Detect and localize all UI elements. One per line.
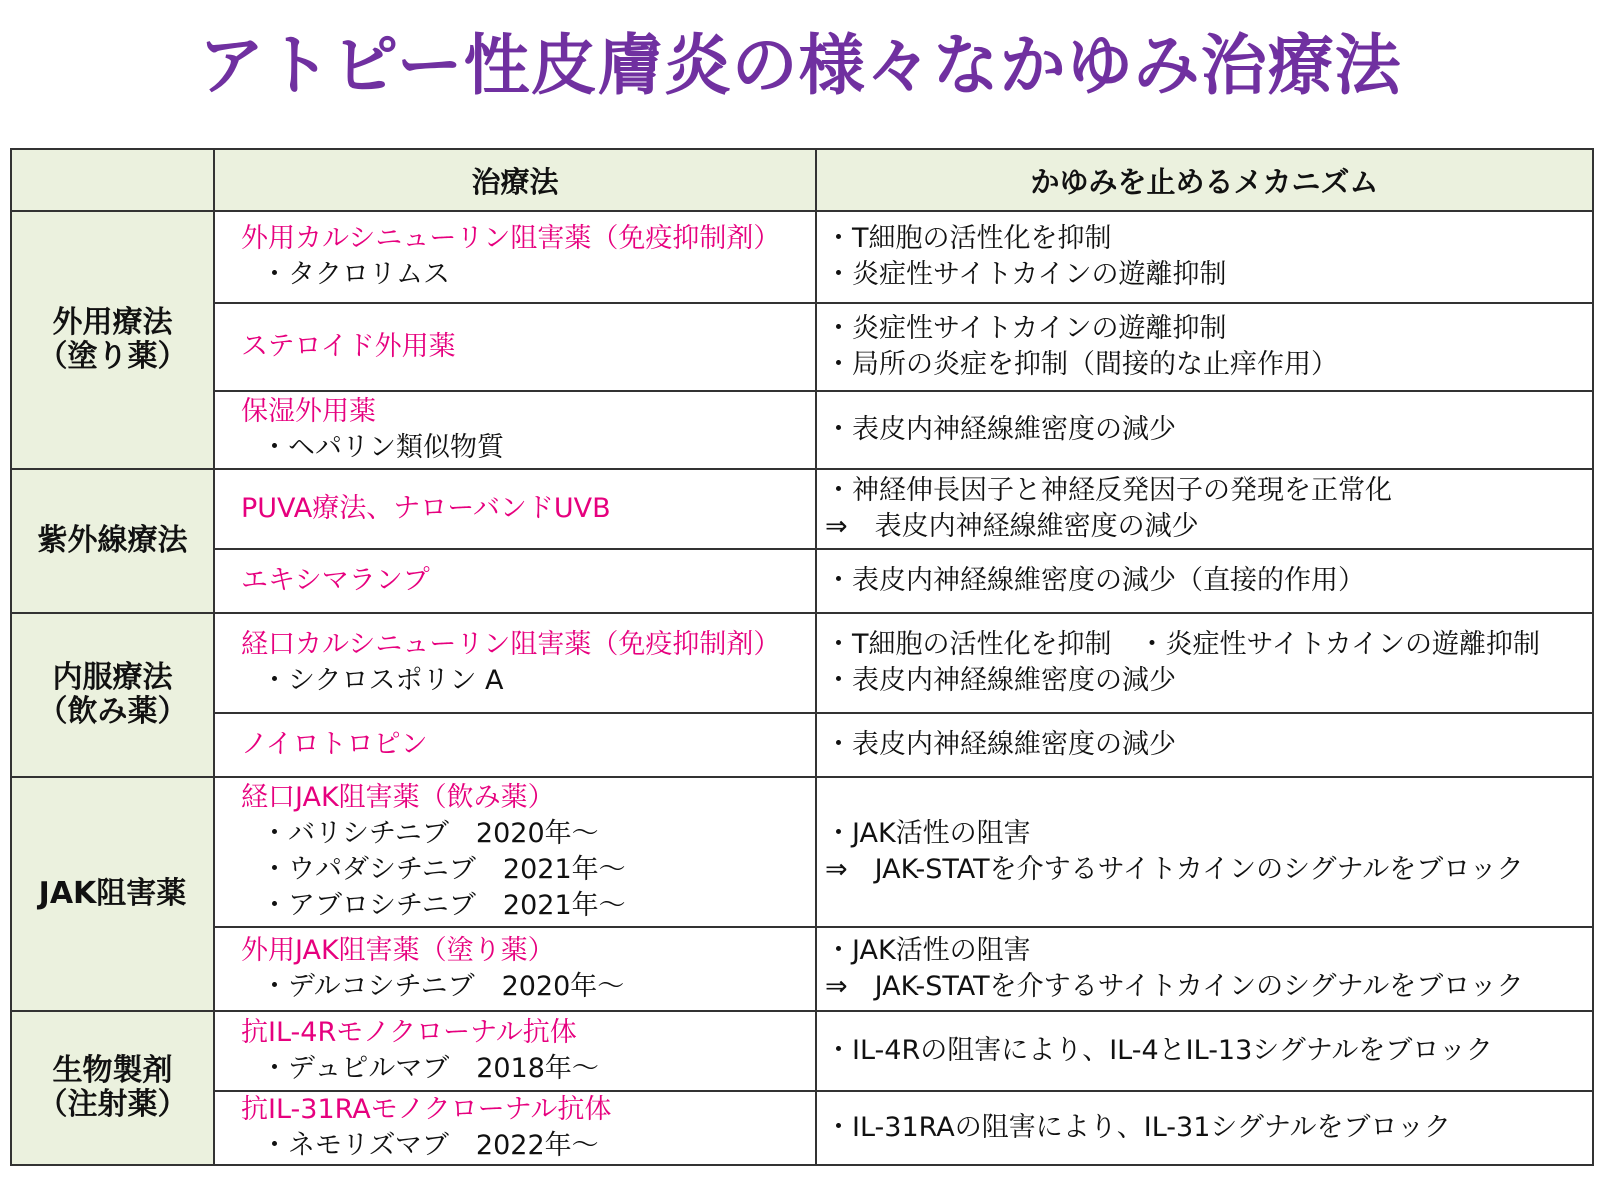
mechanism-line: ・炎症性サイトカインの遊離抑制 [825,313,1227,344]
header-treatment: 治療法 [214,149,816,211]
treatment-cell [214,1091,816,1165]
category-uv: 紫外線療法 [11,469,214,613]
treatment-name: 経口JAK阻害薬（飲み薬） [241,782,555,813]
treatment-name: エキシマランプ [241,565,430,596]
treatment-name: 抗IL-4Rモノクローナル抗体 [241,1017,577,1048]
treatment-cell [214,549,816,613]
treatment-cell [214,777,816,927]
treatment-cell [214,211,816,303]
mechanism-line: ・表皮内神経線維密度の減少 [825,729,1176,760]
treatment-cell [214,391,816,469]
header-row [11,149,1593,211]
category-label: 内服療法 [52,660,173,695]
mechanism-cell [816,1011,1593,1091]
treatment-name: ステロイド外用薬 [241,331,456,362]
mechanism-line: ・IL-31RAの阻害により、IL-31シグナルをブロック [825,1112,1451,1143]
treatment-name: 抗IL-31RAモノクローナル抗体 [241,1094,612,1125]
header-corner [11,149,214,211]
table-row [11,613,1593,713]
mechanism-line: ・JAK活性の阻害 [825,935,1031,966]
treatment-name: PUVA療法、ナローバンドUVB [241,493,611,524]
mechanism-line: ⇒ 表皮内神経線維密度の減少 [825,511,1199,542]
treatment-name: ノイロトロピン [241,729,428,760]
treatment-name: 保湿外用薬 [241,396,376,427]
mechanism-line: ・表皮内神経線維密度の減少（直接的作用） [825,565,1365,596]
treatment-sub: ・デュピルマブ 2018年～ [261,1053,599,1084]
category-sublabel: （注射薬） [37,1087,188,1122]
table-row [11,303,1593,391]
category-sublabel: （塗り薬） [37,339,188,374]
mechanism-line: ・表皮内神経線維密度の減少 [825,414,1176,445]
treatment-sub: ・デルコシチニブ 2020年～ [261,971,625,1002]
table-row [11,713,1593,777]
table-row [11,927,1593,1011]
mechanism-line: ・表皮内神経線維密度の減少 [825,665,1176,696]
category-sublabel: （飲み薬） [37,694,188,729]
mechanism-line: ・局所の炎症を抑制（間接的な止痒作用） [825,349,1338,380]
treatment-cell [214,1011,816,1091]
mechanism-line: ⇒ JAK-STATを介するサイトカインのシグナルをブロック [825,971,1524,1002]
treatment-sub: ・タクロリムス [261,259,450,290]
category-label: 生物製剤 [52,1053,173,1088]
mechanism-line: ・JAK活性の阻害 [825,818,1031,849]
mechanism-cell [816,613,1593,713]
category-label: 外用療法 [52,305,173,340]
table-row [11,391,1593,469]
mechanism-line: ・IL-4Rの阻害により、IL-4とIL-13シグナルをブロック [825,1035,1493,1066]
treatment-cell [214,713,816,777]
mechanism-line: ⇒ JAK-STATを介するサイトカインのシグナルをブロック [825,854,1524,885]
treatment-cell [214,303,816,391]
mechanism-cell [816,391,1593,469]
table-row [11,777,1593,927]
table-row [11,469,1593,549]
category-jak: JAK阻害薬 [11,777,214,1011]
category-topical [11,211,214,469]
treatment-cell [214,469,816,549]
category-oral [11,613,214,777]
category-biologic [11,1011,214,1165]
table-row [11,211,1593,303]
treatment-table [10,148,1594,1166]
mechanism-cell [816,303,1593,391]
mechanism-cell [816,927,1593,1011]
mechanism-cell [816,549,1593,613]
treatment-name: 外用カルシニューリン阻害薬（免疫抑制剤） [241,223,781,254]
treatment-sub: ・バリシチニブ 2020年～ [261,818,599,849]
treatment-name: 経口カルシニューリン阻害薬（免疫抑制剤） [241,629,781,660]
treatment-sub: ・シクロスポリン A [261,665,504,696]
mechanism-line: ・T細胞の活性化を抑制 [825,223,1112,254]
treatment-cell [214,927,816,1011]
treatment-sub: ・アブロシチニブ 2021年～ [261,890,626,921]
mechanism-line: ・炎症性サイトカインの遊離抑制 [825,259,1227,290]
mechanism-line: ・T細胞の活性化を抑制 ・炎症性サイトカインの遊離抑制 [825,629,1540,660]
treatment-sub: ・ウパダシチニブ 2021年～ [261,854,626,885]
mechanism-line: ・神経伸長因子と神経反発因子の発現を正常化 [825,475,1392,506]
table-row [11,1091,1593,1165]
mechanism-cell [816,211,1593,303]
mechanism-cell [816,713,1593,777]
treatment-cell [214,613,816,713]
treatment-name: 外用JAK阻害薬（塗り薬） [241,935,555,966]
mechanism-cell [816,777,1593,927]
mechanism-cell [816,1091,1593,1165]
treatment-sub: ・ヘパリン類似物質 [261,432,504,463]
table-row [11,1011,1593,1091]
treatment-sub: ・ネモリズマブ 2022年～ [261,1130,599,1161]
mechanism-cell [816,469,1593,549]
header-mechanism: かゆみを止めるメカニズム [816,149,1593,211]
table-row [11,549,1593,613]
page-title: アトピー性皮膚炎の様々なかゆみ治療法 [198,27,1402,104]
